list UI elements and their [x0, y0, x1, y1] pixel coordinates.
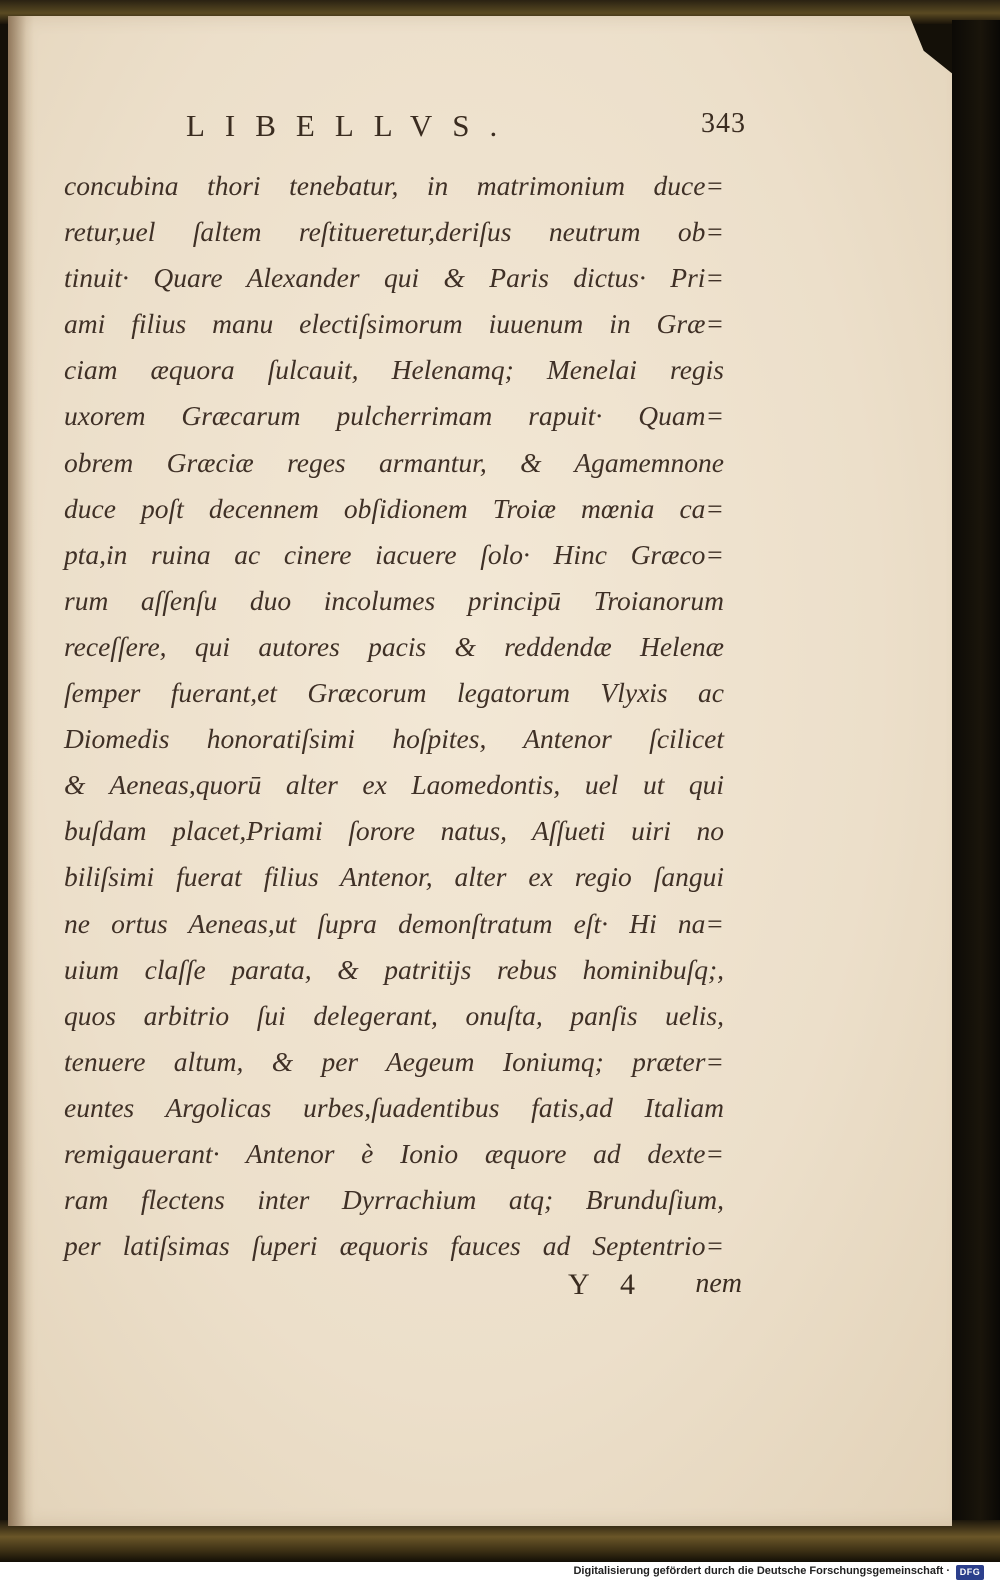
text-line: uium claſſe parata, & patritijs rebus hominibuſq;, [64, 953, 724, 985]
book-edge-right [952, 20, 1000, 1550]
running-title: LIBELLVS. [186, 108, 518, 143]
funding-credit: Digitalisierung gefördert durch die Deutsche Forschungsgemeinschaft · [573, 1565, 950, 1577]
book-binding-bottom [0, 1520, 1000, 1562]
text-line: tenuere altum, & per Aegeum Ioniumq; præter= [64, 1045, 724, 1077]
catchword: nem [695, 1268, 742, 1299]
text-line: euntes Argolicas urbes,ſuadentibus fatis,ad Italiam [64, 1091, 724, 1123]
page-footer [560, 1268, 742, 1318]
text-line: ſemper fuerant,et Græcorum legatorum Vlyxis ac [64, 677, 724, 709]
text-line: remigauerant· Antenor è Ionio æquore ad dexte= [64, 1137, 724, 1169]
text-line: tinuit· Quare Alexander qui & Paris dictus· Pri= [64, 262, 724, 294]
text-line: duce poſt decennem obſidionem Troiæ mœnia ca= [64, 492, 724, 524]
text-line: retur,uel ſaltem reſtitueretur,deriſus neutrum ob= [64, 216, 724, 248]
page-gutter-shadow [8, 16, 34, 1526]
signature-mark: Y 4 [568, 1268, 648, 1301]
credit-bar [0, 1562, 1000, 1584]
page-header [186, 108, 746, 158]
text-line: ciam æquora ſulcauit, Helenamq; Menelai regis [64, 354, 724, 386]
text-line: per latiſsimas ſuperi æquoris fauces ad Septentrio= [64, 1230, 724, 1262]
text-line: concubina thori tenebatur, in matrimonium duce= [64, 170, 724, 201]
text-line: obrem Græciæ reges armantur, & Agamemnone [64, 446, 724, 478]
text-line: pta,in ruina ac cinere iacuere ſolo· Hinc Græco= [64, 538, 724, 570]
dfg-logo-icon: DFG [956, 1565, 984, 1580]
text-line: ne ortus Aeneas,ut ſupra demonſtratum eſt· Hi na= [64, 907, 724, 939]
text-line: Diomedis honoratiſsimi hoſpites, Antenor ſcilicet [64, 723, 724, 755]
text-line: & Aeneas,quorū alter ex Laomedontis, uel ut qui [64, 769, 724, 801]
text-line: quos arbitrio ſui delegerant, onuſta, panſis uelis, [64, 999, 724, 1031]
text-line: uxorem Græcarum pulcherrimam rapuit· Quam= [64, 400, 724, 432]
text-line: receſſere, qui autores pacis & reddendæ Helenæ [64, 630, 724, 662]
page-number: 343 [701, 108, 746, 139]
text-line: biliſsimi fuerat filius Antenor, alter ex regio ſangui [64, 861, 724, 893]
text-line: ami filius manu electiſsimorum iuuenum in Græ= [64, 308, 724, 340]
text-line: ram flectens inter Dyrrachium atq; Brunduſium, [64, 1184, 724, 1216]
text-line: buſdam placet,Priami ſorore natus, Aſſueti uiri no [64, 815, 724, 847]
body-text [64, 163, 724, 1269]
text-line: rum aſſenſu duo incolumes principū Troianorum [64, 584, 724, 616]
